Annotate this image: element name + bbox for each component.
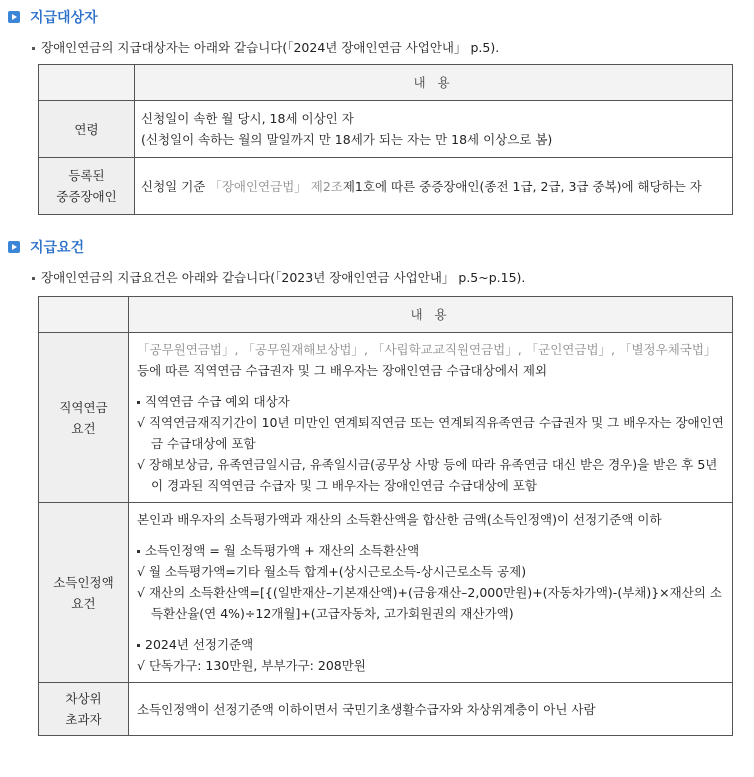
row-content: 「공무원연금법」, 「공무원재해보상법」, 「사립학교교직원연금법」, 「군인연금법」, 「별정우체국법」 등에 따른 직역연금 수급권자 및 그 배우자는 장애인연금 수급대상에서 제외 직역연금 수급 예외 대상자 √ 직역연금재직기간이 10년 미만인 연계퇴직연금 또는 연계퇴직유족연금 수급권자 및 그 배우자는 장애인연금 수급대상에 포함 √ 장해보상금, 유족연금일시금, 유족일시금(공무상 사망 등에 따라 유족연금 대신 받은 경우)을 받은 후 5년이 경과된 직역연금 수급자 및 그 배우자는 장애인연금 수급대상에 포함 (129, 333, 733, 503)
eligibility-table (38, 64, 733, 215)
table-row (39, 683, 733, 736)
table-row (39, 333, 733, 503)
section-title-eligibility (8, 7, 98, 27)
row-content: 소득인정액이 선정기준액 이하이면서 국민기초생활수급자와 차상위계층이 아닌 사람 (129, 683, 733, 736)
bullet-icon (137, 401, 140, 404)
section-intro: 장애인연금의 지급대상자는 아래와 같습니다(「2024년 장애인연금 사업안내」 p.5). (32, 38, 499, 56)
row-content: 신청일 기준 「장애인연금법」 제2조제1호에 따른 중증장애인(종전 1급, 2급, 3급 중복)에 해당하는 자 (135, 158, 733, 215)
row-label: 연령 (39, 101, 135, 158)
row-label: 직역연금 요건 (39, 333, 129, 503)
row-content: 신청일이 속한 월 당시, 18세 이상인 자 (신청일이 속하는 월의 말일까지 만 18세가 되는 자는 만 18세 이상으로 봄) (135, 101, 733, 158)
section-title-text: 지급요건 (30, 240, 85, 256)
row-label: 등록된 중증장애인 (39, 158, 135, 215)
table-row (39, 101, 733, 158)
table-row (39, 158, 733, 215)
law-reference: 「장애인연금법」 제2조 (209, 178, 343, 194)
play-icon (8, 241, 20, 253)
law-reference: 「공무원연금법」, 「공무원재해보상법」, 「사립학교교직원연금법」, 「군인연금법」, 「별정우체국법」 (137, 342, 717, 357)
bullet-icon (137, 550, 140, 553)
section-title-requirements (8, 237, 84, 257)
play-icon (8, 11, 20, 23)
section-intro: 장애인연금의 지급요건은 아래와 같습니다(「2023년 장애인연금 사업안내」 p.5~p.15). (32, 268, 525, 286)
requirements-table (38, 296, 733, 736)
table-corner (39, 297, 129, 333)
row-content: 본인과 배우자의 소득평가액과 재산의 소득환산액을 합산한 금액(소득인정액)이 선정기준액 이하 소득인정액 = 월 소득평가액 + 재산의 소득환산액 √ 월 소득평가액=기타 월소득 합계+(상시근로소득-상시근로소득 공제) √ 재산의 소득환산액=[{(일반재산–기본재산액)+(금융재산–2,000만원)+(자동차가액)-(부채)}×재산의 소득환산율(연 4%)÷12개월]+(고급자동차, 고가회원권의 재산가액) 2024년 선정기준액 √ 단독가구: 130만원, 부부가구: 208만원 (129, 503, 733, 683)
table-header: 내 용 (135, 65, 733, 101)
bullet-icon (32, 47, 35, 50)
bullet-icon (137, 644, 140, 647)
row-label: 소득인정액 요건 (39, 503, 129, 683)
bullet-icon (32, 277, 35, 280)
table-header: 내 용 (129, 297, 733, 333)
section-title-text: 지급대상자 (30, 10, 98, 26)
table-row (39, 503, 733, 683)
table-corner (39, 65, 135, 101)
row-label: 차상위 초과자 (39, 683, 129, 736)
